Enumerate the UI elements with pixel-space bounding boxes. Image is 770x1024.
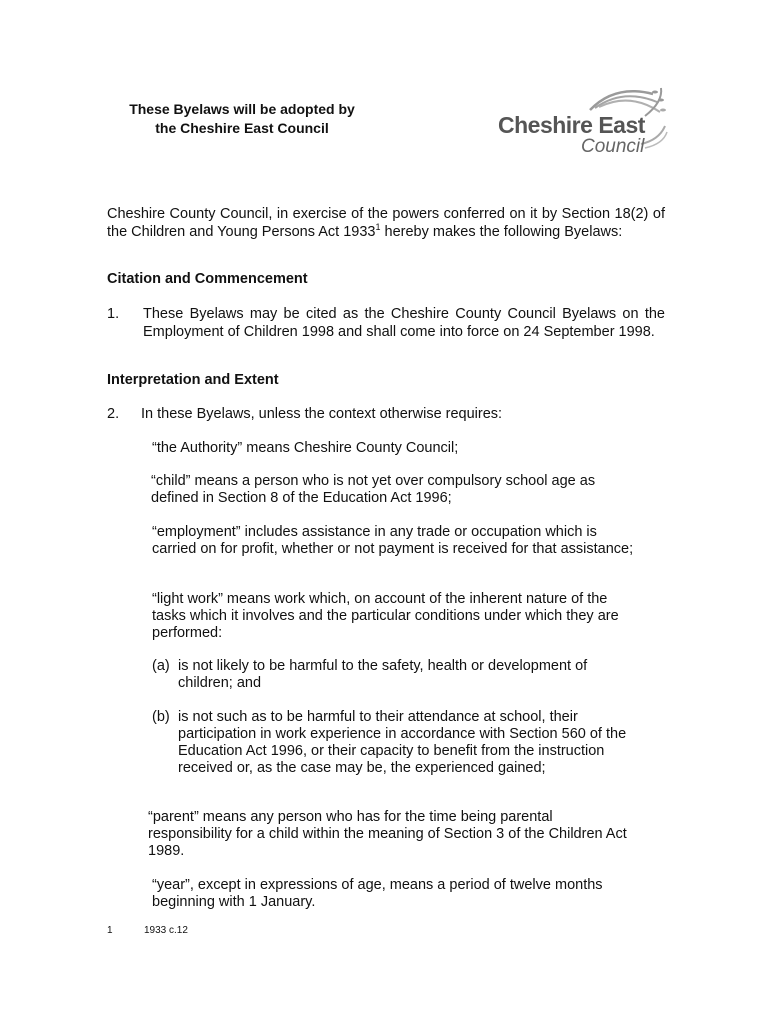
clause-text: is not such as to be harmful to their attendance at school, their participation in work experience in accordance with Section 560 of the Education Act 1996, or their capacity to benefit from the instruction received or, as the case may be, the experienced gained; [178,709,627,776]
logo-subtitle: Council [581,136,645,157]
paragraph-text: In these Byelaws, unless the context otherwise requires: [141,406,503,422]
logo-wordmark: Cheshire East [498,112,645,138]
clause-label: (b) [152,709,170,725]
definition-light-work: “light work” means work which, on account of the inherent nature of the tasks which it involves and the particular conditions under which they are performed: [152,591,619,641]
adoption-line-1: These Byelaws will be adopted by [129,101,355,117]
paragraph-number: 1. [107,306,120,322]
definition-parent: “parent” means any person who has for the time being parental responsibility for a child within the meaning of Section 3 of the Children Act 1989. [148,809,627,859]
intro-text-end: hereby makes the following Byelaws: [380,224,623,240]
paragraph-2 [107,405,665,425]
definition-year: “year”, except in expressions of age, means a period of twelve months beginning with 1 January. [152,877,603,910]
citation-heading: Citation and Commencement [107,271,308,287]
definition-employment: “employment” includes assistance in any trade or occupation which is carried on for profit, whether or not payment is received for that assistance; [152,524,634,557]
adoption-notice [100,100,384,138]
footnote-ref: 1 [375,222,381,233]
interpretation-heading: Interpretation and Extent [107,372,279,388]
footnote-number: 1 [107,925,113,936]
definition-child: “child” means a person who is not yet over compulsory school age as defined in Section 8 of the Education Act 1996; [151,473,596,506]
adoption-line-2: the Cheshire East Council [155,120,329,136]
intro-text: Cheshire County Council, in exercise of the powers conferred on it by Section 18(2) of the Children and Young Persons Act 1933 [107,206,665,240]
cheshire-east-logo [495,82,670,160]
paragraph-text: These Byelaws may be cited as the Cheshire County Council Byelaws on the Employment of Children 1998 and shall come into force on 24 September 1998. [143,306,665,340]
footnote-text: 1933 c.12 [144,925,188,936]
paragraph-1 [107,305,665,361]
intro-paragraph [107,205,665,241]
definition-authority: “the Authority” means Cheshire County Council; [152,440,459,456]
clause-text: is not likely to be harmful to the safety, health or development of children; and [178,658,588,691]
clause-label: (a) [152,658,170,674]
paragraph-number: 2. [107,406,120,422]
